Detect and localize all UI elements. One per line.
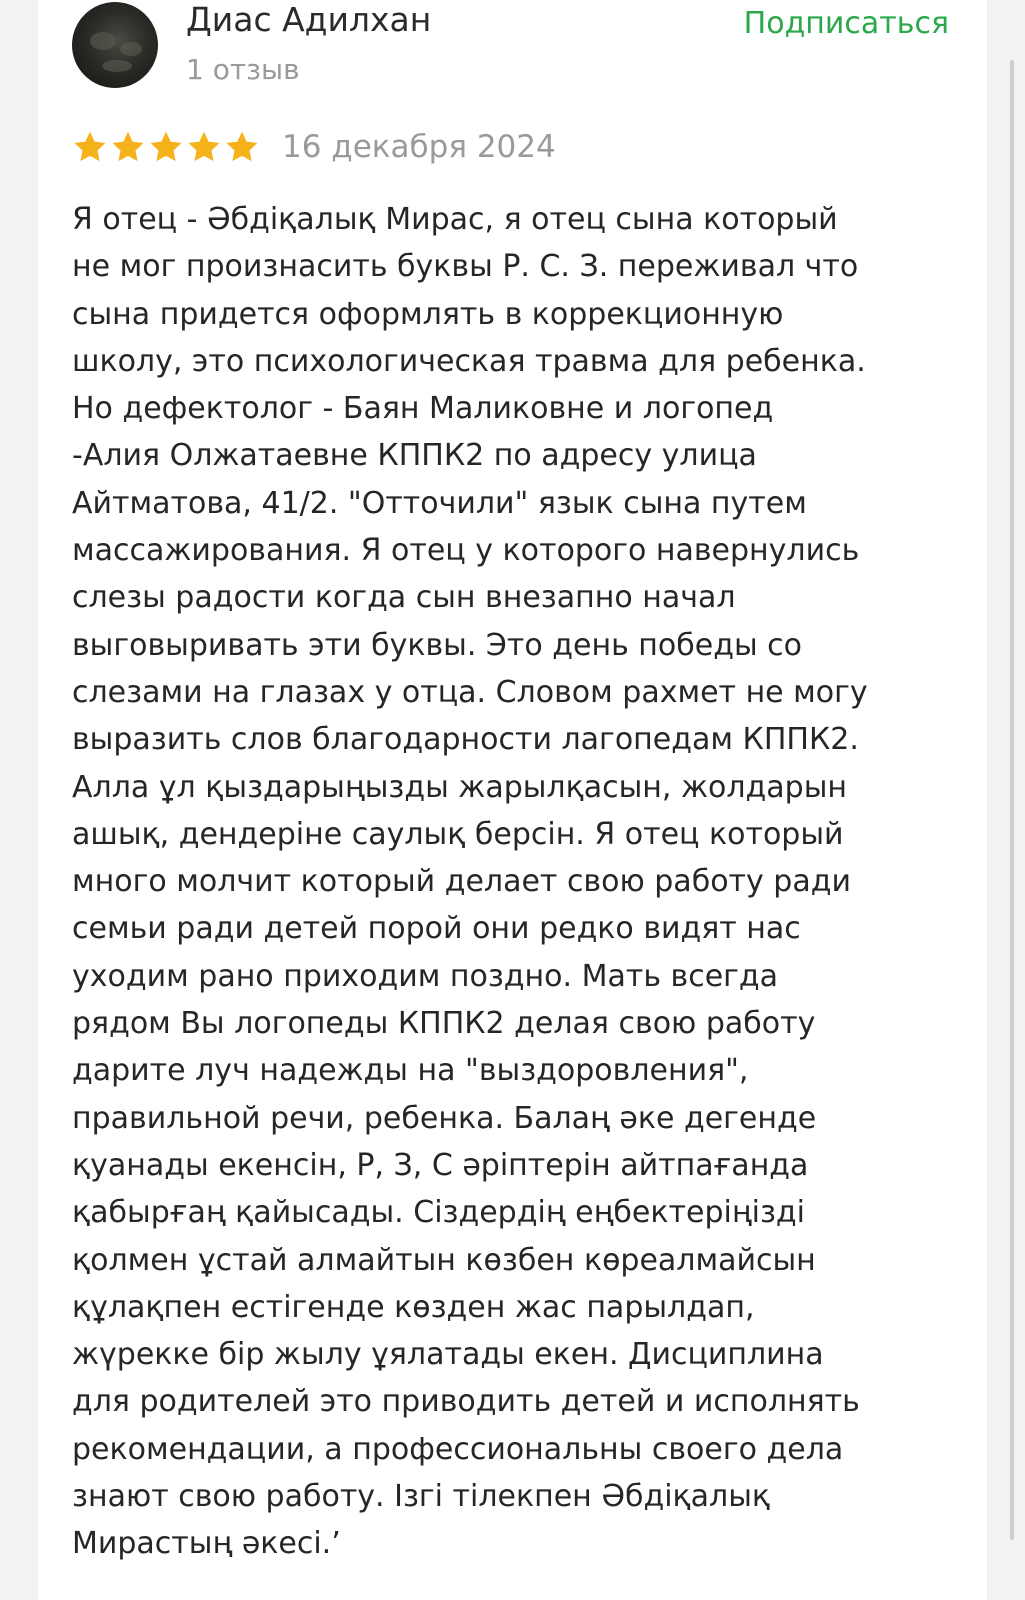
scrollbar[interactable] bbox=[1010, 60, 1014, 1540]
star-rating bbox=[72, 129, 262, 165]
review-count: 1 отзыв bbox=[186, 53, 300, 86]
rating-row bbox=[72, 124, 556, 170]
subscribe-button[interactable]: Подписаться bbox=[743, 6, 949, 41]
star-icon bbox=[186, 129, 222, 165]
star-icon bbox=[110, 129, 146, 165]
review-date: 16 декабря 2024 bbox=[282, 129, 556, 165]
star-icon bbox=[224, 129, 260, 165]
star-icon bbox=[148, 129, 184, 165]
author-name[interactable]: Диас Адилхан bbox=[186, 0, 432, 39]
review-card bbox=[38, 0, 987, 1600]
avatar[interactable] bbox=[72, 2, 158, 88]
star-icon bbox=[72, 129, 108, 165]
review-text: Я отец - Әбдіқалық Мирас, я отец сына который не мог произнасить буквы Р. С. З. переживал что сына придется оформлять в коррекционную школу, это психологическая травма для ребенка. Но дефектолог - Баян Маликовне и логопед -Алия Олжатаевне КППК2 по адресу улица Айтматова, 41/2. "Отточили" язык сына путем массажирования. Я отец у которого навернулись слезы радости когда сын внезапно начал выговыривать эти буквы. Это день победы со слезами на глазах у отца. Словом рахмет не могу выразить слов благодарности лагопедам КППК2. Алла ұл қыздарыңызды жарылқасын, жолдарын ашық, дендеріне саулық берсін. Я отец который много молчит который делает свою работу ради семьи ради детей порой они редко видят нас уходим рано приходим поздно. Мать всегда рядом Вы логопеды КППК2 делая свою работу дарите луч надежды на "выздоровления", правильной речи, ребенка. Балаң әке дегенде қуанады екенсін, Р, З, С әріптерін айтпағанда қабырғаң қайысады. Сіздердің еңбектеріңізді қолмен ұстай алмайтын көзбен көреалмайсын құлақпен естігенде көзден жас парылдап, жүрекке бір жылу ұялатады екен. Дисциплина для родителей это приводить детей и исполнять рекомендации, а профессиональны своего дела знают свою работу. Ізгі тілекпен Әбдіқалық Мирастың әкесі.’ bbox=[72, 202, 868, 1562]
